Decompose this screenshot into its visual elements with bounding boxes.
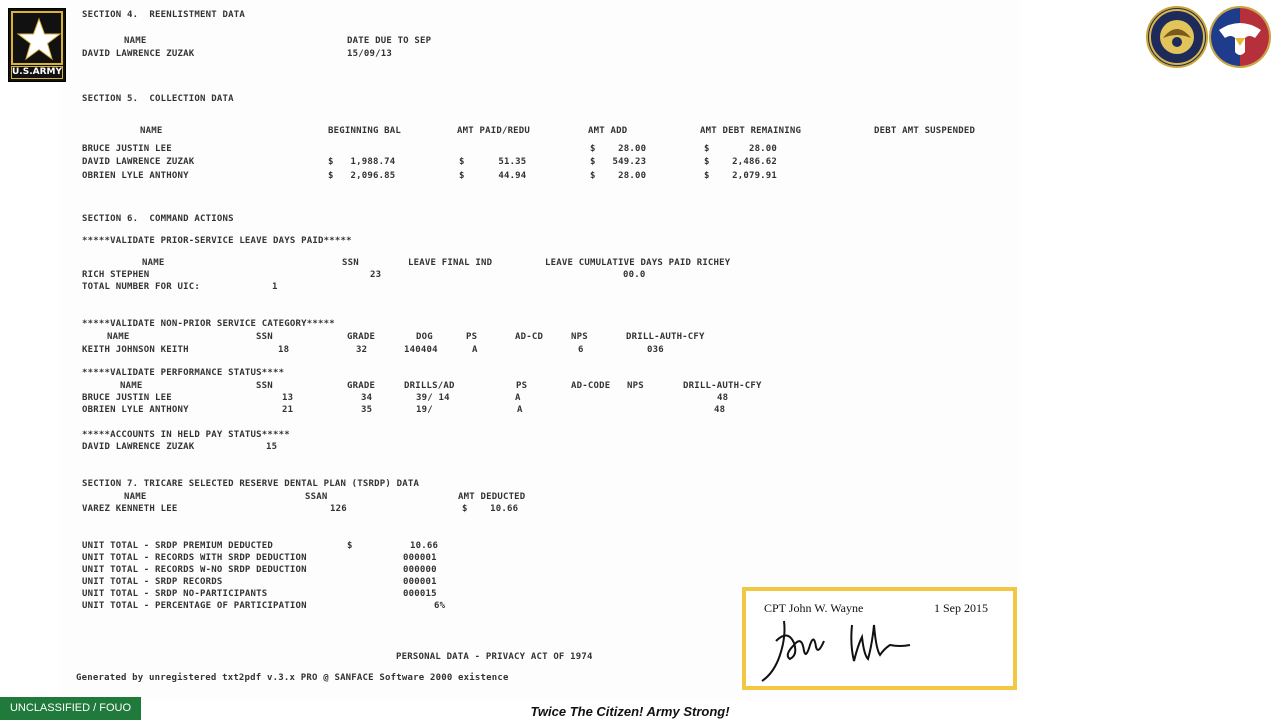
s6-a-title: *****VALIDATE PRIOR-SERVICE LEAVE DAYS PAID*****	[82, 236, 352, 246]
s5-header-beginning-bal: BEGINNING BAL	[328, 126, 402, 136]
army-reserve-seal-icon	[1146, 6, 1208, 68]
s6-c-header: NAME	[120, 381, 143, 391]
s6-d-cell: 15	[266, 442, 278, 452]
table-row: VAREZ KENNETH LEE	[82, 504, 178, 514]
s4-header-name: NAME	[124, 36, 147, 46]
s6-c-cell: 39/ 14	[416, 393, 450, 403]
table-row: KEITH JOHNSON KEITH	[82, 345, 189, 355]
army-logo	[8, 8, 66, 82]
section-7-title: SECTION 7. TRICARE SELECTED RESERVE DENTAL PLAN (TSRDP) DATA	[82, 479, 420, 489]
total-label: UNIT TOTAL - SRDP PREMIUM DEDUCTED	[82, 541, 274, 551]
s4-row-date: 15/09/13	[347, 49, 392, 59]
handwritten-signature	[754, 615, 914, 685]
total-label: UNIT TOTAL - RECORDS WITH SRDP DEDUCTION	[82, 553, 307, 563]
s6-c-cell: 34	[361, 393, 373, 403]
s6-a-cell: 23	[370, 270, 382, 280]
s4-header-date: DATE DUE TO SEP	[347, 36, 432, 46]
privacy-notice: PERSONAL DATA - PRIVACY ACT OF 1974	[396, 652, 593, 662]
s6-b-title: *****VALIDATE NON-PRIOR SERVICE CATEGORY*****	[82, 319, 335, 329]
table-row: BRUCE JUSTIN LEE	[82, 144, 172, 154]
s6-a-header-final: LEAVE FINAL IND	[408, 258, 493, 268]
s6-b-cell: 32	[356, 345, 368, 355]
table-row: DAVID LAWRENCE ZUZAK	[82, 442, 195, 452]
s6-a-header-ssn: SSN	[342, 258, 359, 268]
s6-a-header-name: NAME	[142, 258, 165, 268]
s5-cell: $ 2,486.62	[704, 157, 778, 167]
total-value: 000000	[403, 565, 437, 575]
total-label: UNIT TOTAL - RECORDS W-NO SRDP DEDUCTION	[82, 565, 307, 575]
section-6-title: SECTION 6. COMMAND ACTIONS	[82, 214, 234, 224]
s7-header-ssan: SSAN	[305, 492, 328, 502]
s6-c-cell: 19/	[416, 405, 433, 415]
s6-c-cell: 35	[361, 405, 373, 415]
signature-block	[742, 587, 1017, 690]
s6-a-total-value: 1	[272, 282, 278, 292]
s6-a-header-cumulative: LEAVE CUMULATIVE DAYS PAID RICHEY	[545, 258, 731, 268]
s5-cell: $ 549.23	[590, 157, 647, 167]
s6-b-cell: 18	[278, 345, 290, 355]
s6-b-header: DOG	[416, 332, 433, 342]
s6-c-header: DRILL-AUTH-CFY	[683, 381, 762, 391]
s5-header-name: NAME	[140, 126, 163, 136]
generator-note: Generated by unregistered txt2pdf v.3.x PRO @ SANFACE Software 2000 existence	[76, 673, 509, 683]
s5-header-debt-suspended: DEBT AMT SUSPENDED	[874, 126, 976, 136]
s6-c-header: DRILLS/AD	[404, 381, 455, 391]
total-value: 6%	[434, 601, 446, 611]
s7-header-name: NAME	[124, 492, 147, 502]
s6-b-cell: 6	[578, 345, 584, 355]
table-row: BRUCE JUSTIN LEE	[82, 393, 172, 403]
classification-badge: UNCLASSIFIED / FOUO	[0, 697, 141, 720]
s5-header-amt-add: AMT ADD	[588, 126, 628, 136]
s5-cell: $ 2,096.85	[328, 171, 396, 181]
table-row: RICH STEPHEN	[82, 270, 150, 280]
total-value: 000001	[403, 553, 437, 563]
total-currency: $	[347, 541, 353, 551]
s5-header-debt-remaining: AMT DEBT REMAINING	[700, 126, 802, 136]
s6-c-header: PS	[516, 381, 528, 391]
s6-c-header: NPS	[627, 381, 644, 391]
s5-header-amt-paid: AMT PAID/REDU	[457, 126, 531, 136]
s5-cell: $ 1,988.74	[328, 157, 396, 167]
s5-cell: $ 2,079.91	[704, 171, 778, 181]
total-label: UNIT TOTAL - SRDP NO-PARTICIPANTS	[82, 589, 268, 599]
s6-b-header: AD-CD	[515, 332, 544, 342]
army-wordmark: U.S.ARMY	[12, 67, 62, 77]
s7-header-amt: AMT DEDUCTED	[458, 492, 526, 502]
s6-c-cell: 48	[714, 405, 726, 415]
table-row: OBRIEN LYLE ANTHONY	[82, 171, 189, 181]
s5-cell: $ 28.00	[590, 144, 647, 154]
s6-b-header: NPS	[571, 332, 588, 342]
s5-cell: $ 28.00	[590, 171, 647, 181]
s6-b-header: NAME	[107, 332, 130, 342]
s6-c-cell: A	[515, 393, 521, 403]
s6-b-header: PS	[466, 332, 478, 342]
s6-c-header: SSN	[256, 381, 273, 391]
s6-c-cell: A	[517, 405, 523, 415]
s6-c-cell: 48	[717, 393, 729, 403]
section-4-title: SECTION 4. REENLISTMENT DATA	[82, 10, 245, 20]
total-value: 10.66	[410, 541, 439, 551]
signer-name: CPT John W. Wayne	[764, 601, 864, 615]
s7-cell: 126	[330, 504, 347, 514]
s5-cell: $ 28.00	[704, 144, 778, 154]
s6-d-title: *****ACCOUNTS IN HELD PAY STATUS*****	[82, 430, 290, 440]
total-label: UNIT TOTAL - PERCENTAGE OF PARTICIPATION	[82, 601, 307, 611]
s6-c-header: AD-CODE	[571, 381, 611, 391]
s6-c-cell: 21	[282, 405, 294, 415]
s6-a-total-label: TOTAL NUMBER FOR UIC:	[82, 282, 200, 292]
total-value: 000001	[403, 577, 437, 587]
s7-cell: $ 10.66	[462, 504, 519, 514]
s6-b-header: SSN	[256, 332, 273, 342]
total-value: 000015	[403, 589, 437, 599]
s6-b-header: GRADE	[347, 332, 376, 342]
s6-c-title: *****VALIDATE PERFORMANCE STATUS****	[82, 368, 285, 378]
table-row: DAVID LAWRENCE ZUZAK	[82, 157, 195, 167]
s6-b-header: DRILL-AUTH-CFY	[626, 332, 705, 342]
s6-a-cell: 00.0	[623, 270, 646, 280]
section-5-title: SECTION 5. COLLECTION DATA	[82, 94, 234, 104]
signature-date: 1 Sep 2015	[934, 601, 988, 615]
footer-tagline: Twice The Citizen! Army Strong!	[530, 704, 730, 719]
s6-b-cell: 036	[647, 345, 664, 355]
s6-c-cell: 13	[282, 393, 294, 403]
total-label: UNIT TOTAL - SRDP RECORDS	[82, 577, 223, 587]
s6-c-header: GRADE	[347, 381, 376, 391]
eagle-emblem-icon	[1209, 6, 1271, 68]
s6-b-cell: 140404	[404, 345, 438, 355]
s5-cell: $ 44.94	[459, 171, 527, 181]
s6-b-cell: A	[472, 345, 478, 355]
s4-row-name: DAVID LAWRENCE ZUZAK	[82, 49, 195, 59]
s5-cell: $ 51.35	[459, 157, 527, 167]
army-star-icon	[11, 11, 63, 65]
table-row: OBRIEN LYLE ANTHONY	[82, 405, 189, 415]
